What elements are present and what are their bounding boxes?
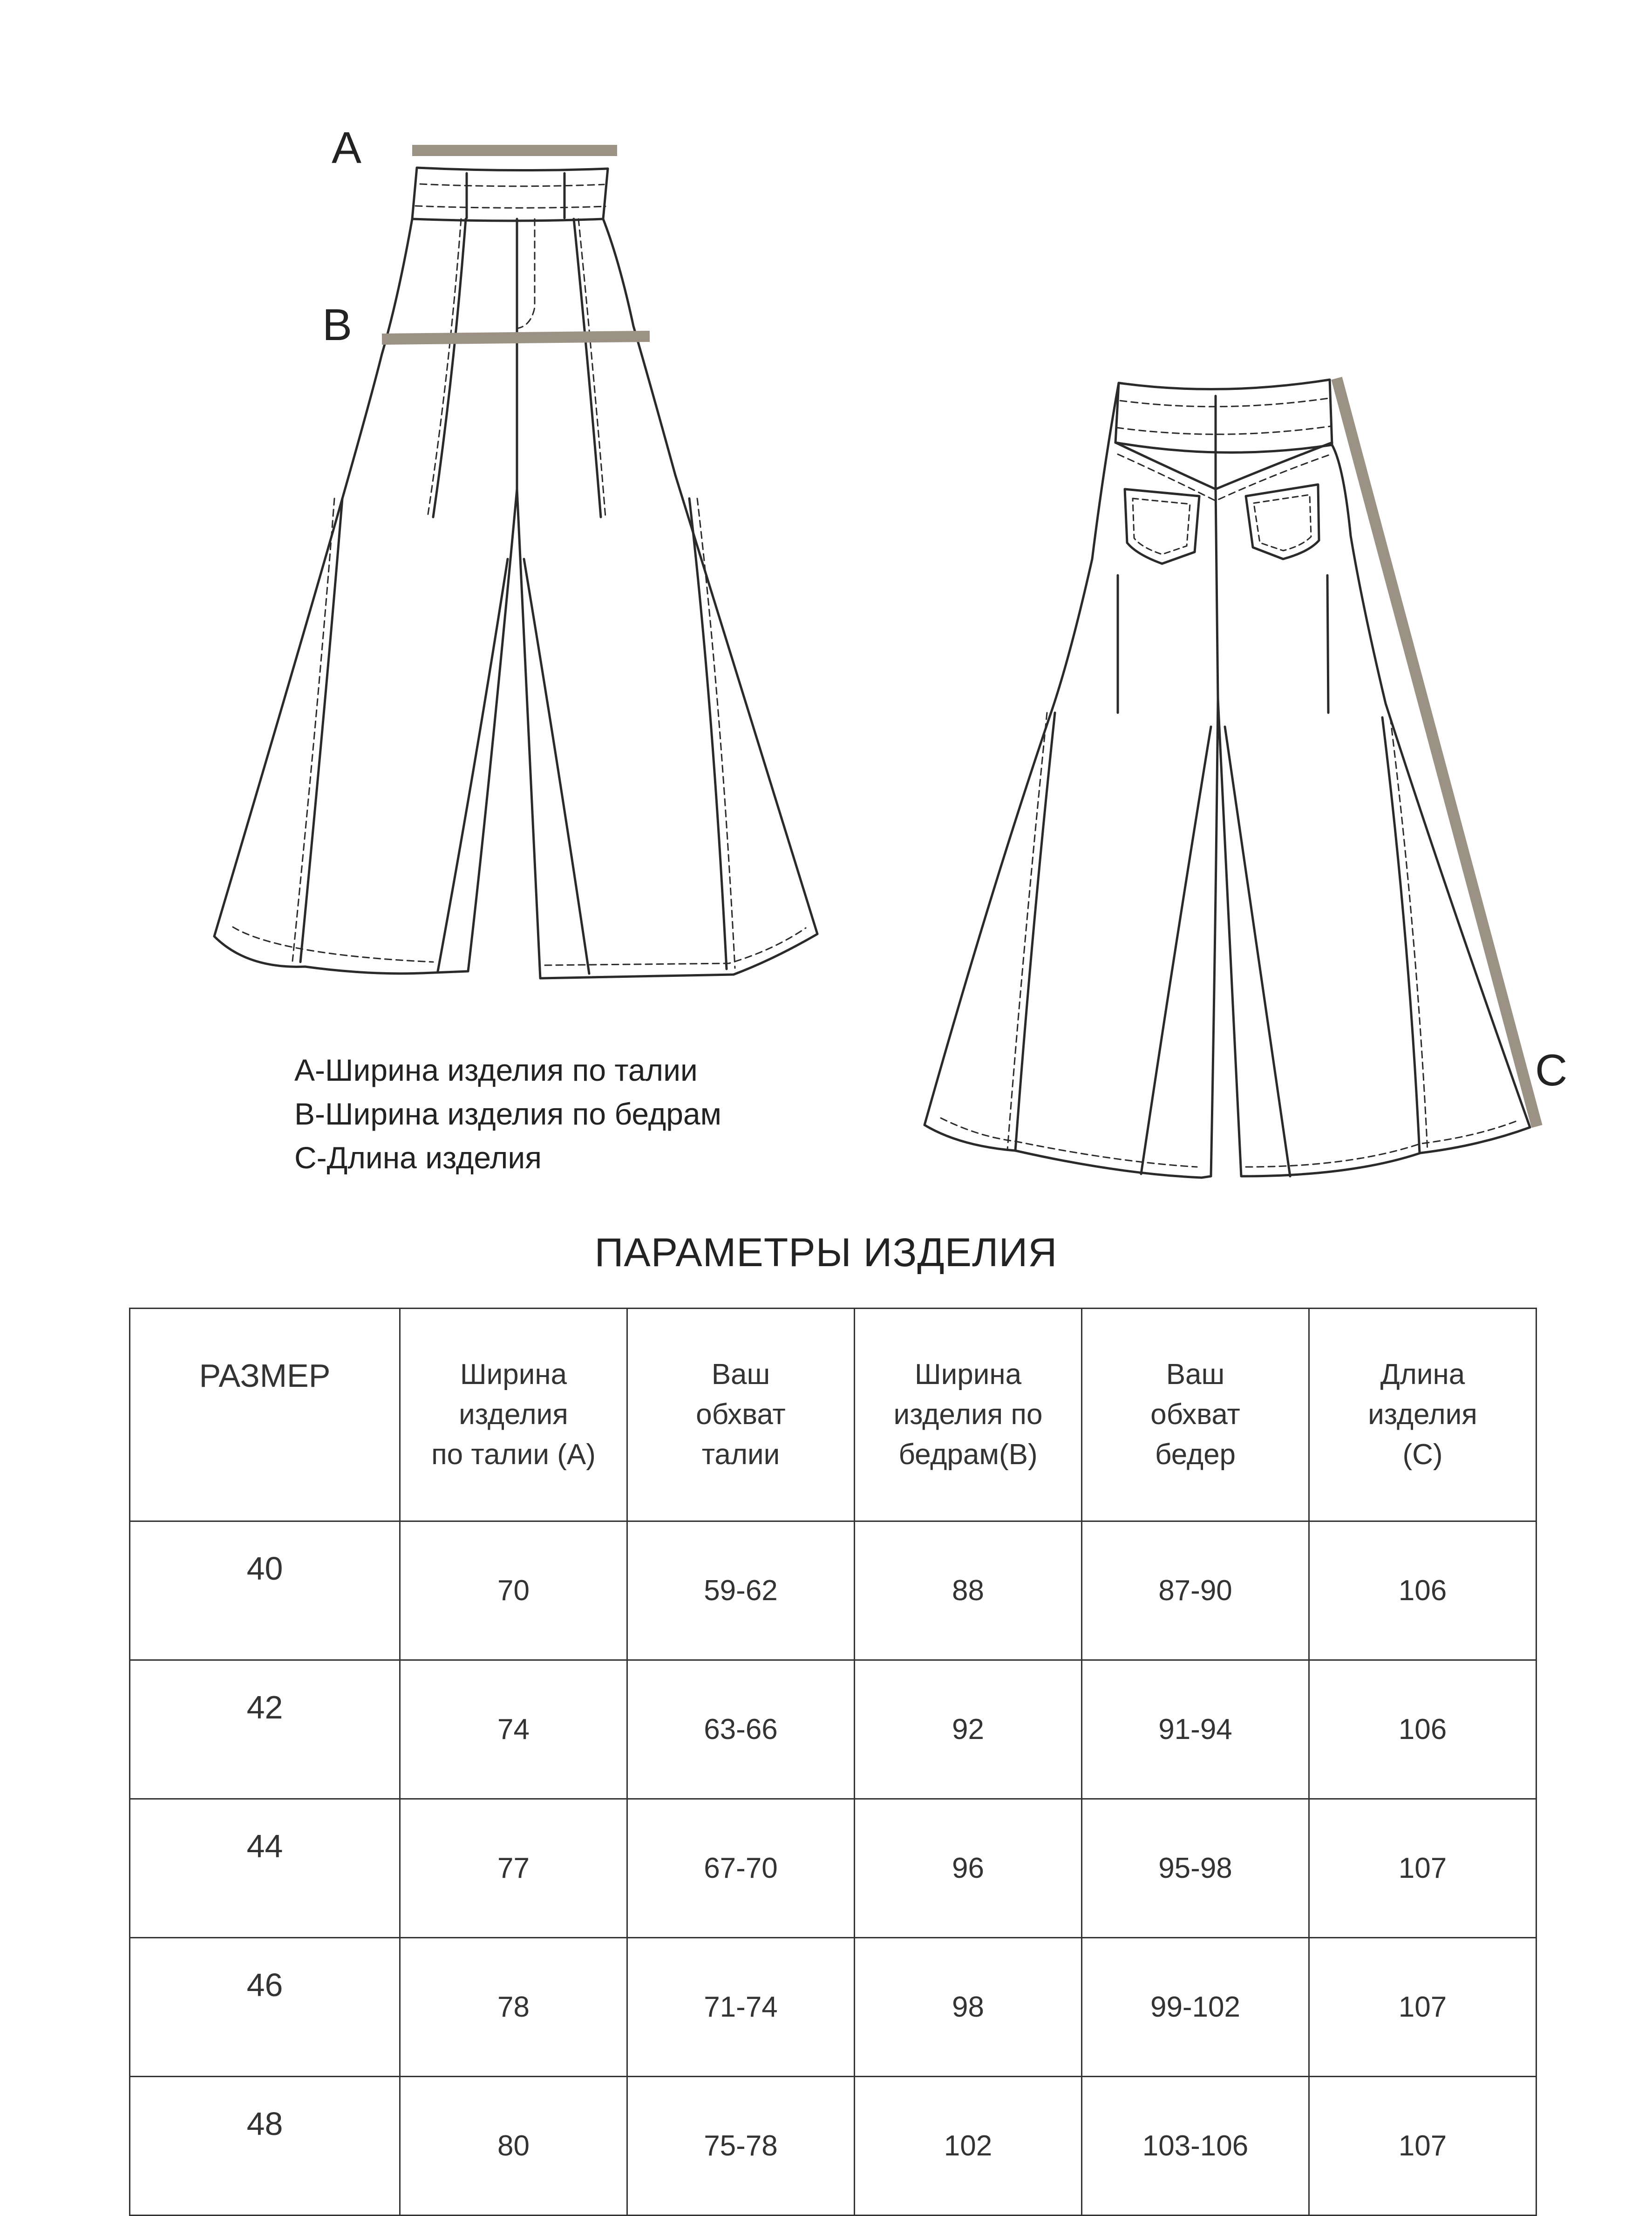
legend-item-b: B-Ширина изделия по бедрам — [294, 1097, 721, 1131]
cell-size: 42 — [130, 1660, 400, 1799]
cell-waist-width: 78 — [400, 1938, 627, 2077]
cell-your-waist: 59-62 — [627, 1521, 855, 1660]
length-measure-bar — [1337, 378, 1537, 1126]
cell-waist-width: 74 — [400, 1660, 627, 1799]
cell-your-waist: 67-70 — [627, 1799, 855, 1938]
cell-your-hips: 103-106 — [1082, 2077, 1309, 2216]
header-size: РАЗМЕР — [130, 1309, 400, 1521]
cell-your-hips: 95-98 — [1082, 1799, 1309, 1938]
cell-size: 46 — [130, 1938, 400, 2077]
cell-your-hips: 91-94 — [1082, 1660, 1309, 1799]
cell-your-waist: 63-66 — [627, 1660, 855, 1799]
cell-waist-width: 70 — [400, 1521, 627, 1660]
table-row — [130, 1521, 1536, 1660]
table-header-row — [130, 1309, 1536, 1521]
cell-length: 107 — [1309, 1938, 1536, 2077]
table-row — [130, 2077, 1536, 2216]
size-table — [129, 1308, 1537, 2216]
table-row — [130, 1660, 1536, 1799]
measure-label-a: A — [332, 123, 362, 173]
table-title: ПАРАМЕТРЫ ИЗДЕЛИЯ — [594, 1230, 1058, 1275]
hip-measure-bar — [382, 336, 650, 339]
legend-item-a: A-Ширина изделия по талии — [294, 1053, 698, 1087]
cell-hip-width: 98 — [855, 1938, 1082, 2077]
header-your-waist: Ваш обхват талии — [627, 1309, 855, 1521]
measure-label-c: C — [1535, 1045, 1568, 1095]
cell-hip-width: 96 — [855, 1799, 1082, 1938]
header-your-hips: Ваш обхват бедер — [1082, 1309, 1309, 1521]
cell-length: 107 — [1309, 1799, 1536, 1938]
cell-size: 48 — [130, 2077, 400, 2216]
cell-your-waist: 71-74 — [627, 1938, 855, 2077]
front-view-sketch — [214, 168, 817, 978]
cell-hip-width: 92 — [855, 1660, 1082, 1799]
cell-length: 106 — [1309, 1660, 1536, 1799]
cell-hip-width: 102 — [855, 2077, 1082, 2216]
cell-waist-width: 80 — [400, 2077, 627, 2216]
cell-length: 107 — [1309, 2077, 1536, 2216]
measurement-legend — [294, 1048, 721, 1180]
table-body — [130, 1521, 1536, 2216]
cell-your-hips: 99-102 — [1082, 1938, 1309, 2077]
measure-label-b: B — [322, 300, 353, 350]
cell-waist-width: 77 — [400, 1799, 627, 1938]
legend-item-c: C-Длина изделия — [294, 1140, 542, 1175]
header-length: Длина изделия (C) — [1309, 1309, 1536, 1521]
cell-length: 106 — [1309, 1521, 1536, 1660]
table-row — [130, 1799, 1536, 1938]
cell-size: 40 — [130, 1521, 400, 1660]
header-waist-width: Ширина изделия по талии (A) — [400, 1309, 627, 1521]
cell-size: 44 — [130, 1799, 400, 1938]
cell-your-waist: 75-78 — [627, 2077, 855, 2216]
table-row — [130, 1938, 1536, 2077]
cell-your-hips: 87-90 — [1082, 1521, 1309, 1660]
cell-hip-width: 88 — [855, 1521, 1082, 1660]
header-hip-width: Ширина изделия по бедрам(B) — [855, 1309, 1082, 1521]
